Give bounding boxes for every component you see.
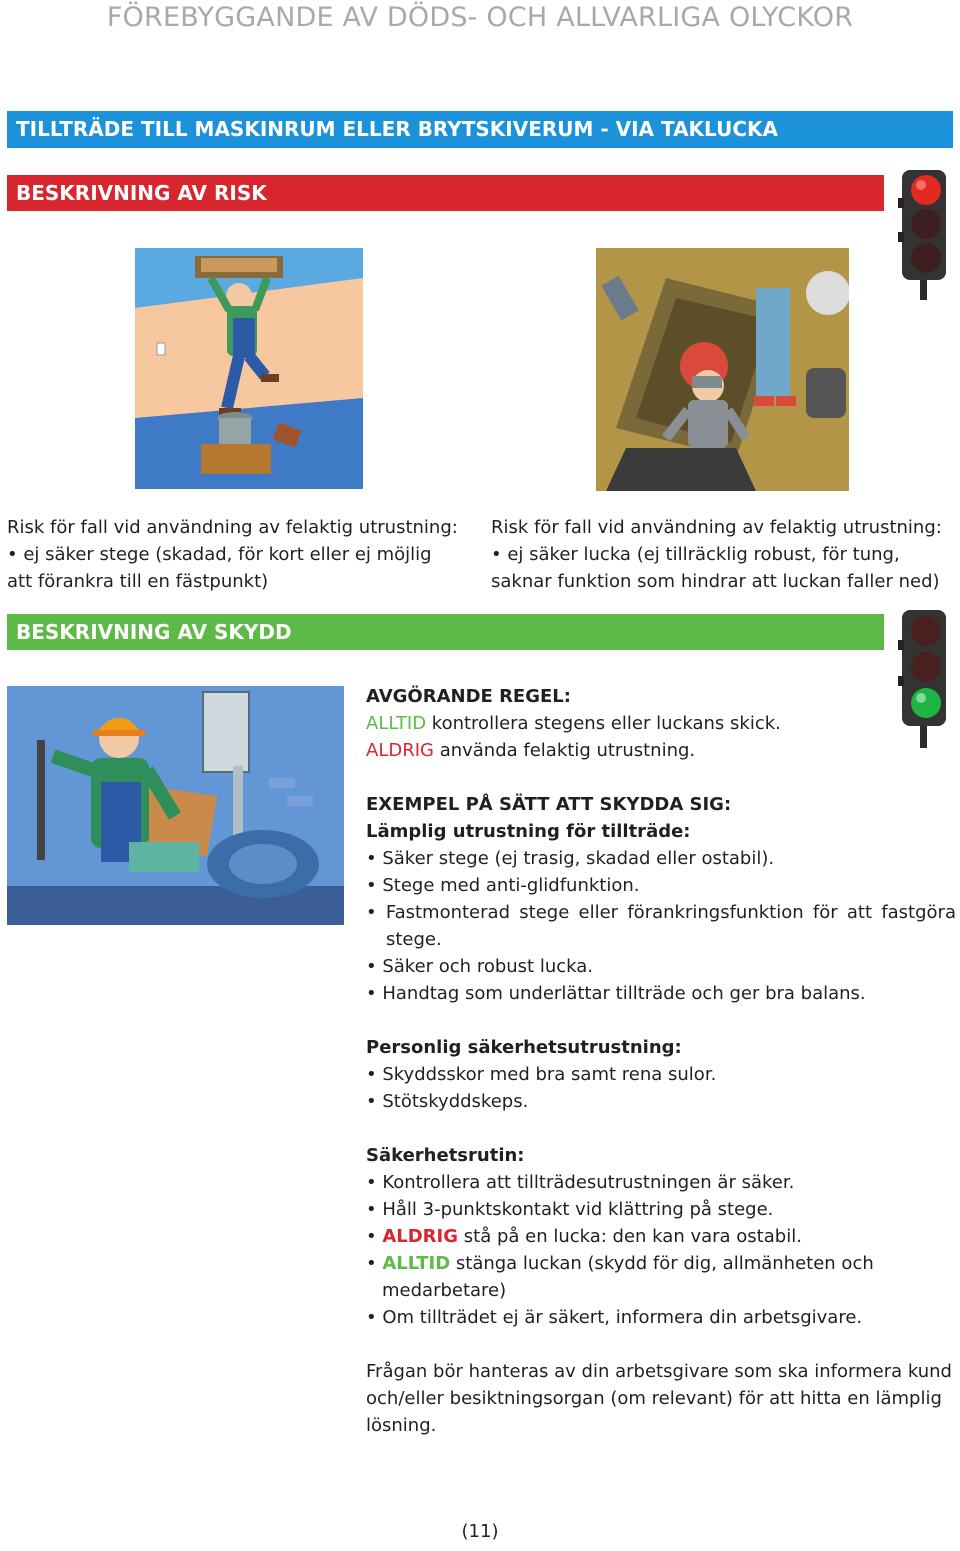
protection-text	[366, 683, 956, 1439]
equipment-item: • Stege med anti-glidfunktion.	[366, 875, 640, 896]
risk-caption-left-line1: Risk för fall vid användning av felaktig utrustning:	[7, 517, 458, 538]
rule-always	[366, 710, 956, 737]
risk-illustration-ladder	[135, 248, 363, 489]
equipment-item: • Säker stege (ej trasig, skadad eller ostabil).	[366, 848, 775, 869]
rule-always-keyword: ALLTID	[366, 713, 427, 734]
equipment-heading: Lämplig utrustning för tillträde:	[366, 821, 691, 842]
rule-never-keyword: ALDRIG	[366, 740, 434, 761]
routine-item: • Kontrollera att tillträdesutrustningen är säker.	[366, 1172, 795, 1193]
examples-heading: EXEMPEL PÅ SÄTT ATT SKYDDA SIG:	[366, 794, 732, 815]
routine-always-keyword: ALLTID	[382, 1253, 451, 1274]
equipment-item: • Säker och robust lucka.	[366, 956, 593, 977]
routine-heading: Säkerhetsrutin:	[366, 1145, 525, 1166]
rule-never-text: använda felaktig utrustning.	[433, 740, 696, 761]
routine-never-keyword: ALDRIG	[382, 1226, 459, 1247]
equipment-item: • Fastmonterad stege eller förankringsfunktion för att fastgöra stege.	[366, 902, 956, 950]
ppe-heading: Personlig säkerhetsutrustning:	[366, 1037, 682, 1058]
routine-item: • Håll 3-punktskontakt vid klättring på stege.	[366, 1199, 774, 1220]
routine-bullet: •	[366, 1226, 383, 1247]
traffic-light-red-icon	[896, 166, 952, 300]
protection-illustration	[7, 686, 344, 925]
rule-never	[366, 737, 956, 764]
routine-bullet: •	[366, 1253, 383, 1274]
routine-item-always	[366, 1250, 956, 1304]
routine-item-never	[366, 1223, 956, 1250]
risk-caption-right	[491, 514, 959, 595]
equipment-item: • Handtag som underlättar tillträde och ger bra balans.	[366, 983, 866, 1004]
routine-never-text: stå på en lucka: den kan vara ostabil.	[458, 1226, 802, 1247]
routine-item: • Om tillträdet ej är säkert, informera din arbetsgivare.	[366, 1307, 863, 1328]
rule-heading: AVGÖRANDE REGEL:	[366, 686, 571, 707]
risk-caption-left-line2: • ej säker stege (skadad, för kort eller ej möjlig	[7, 544, 432, 565]
protection-heading-bar: BESKRIVNING AV SKYDD	[7, 614, 884, 650]
risk-illustration-hatch	[596, 248, 849, 491]
rule-always-text: kontrollera stegens eller luckans skick.	[426, 713, 781, 734]
ppe-item: • Stötskyddskeps.	[366, 1091, 529, 1112]
risk-caption-left-line3: att förankra till en fästpunkt)	[7, 571, 269, 592]
risk-heading-bar: BESKRIVNING AV RISK	[7, 175, 884, 211]
ppe-item: • Skyddsskor med bra samt rena sulor.	[366, 1064, 717, 1085]
risk-caption-right-line1: Risk för fall vid användning av felaktig utrustning:	[491, 517, 942, 538]
risk-caption-right-line3: saknar funktion som hindrar att luckan faller ned)	[491, 571, 940, 592]
closing-paragraph: Frågan bör hanteras av din arbetsgivare som ska informera kund och/eller besiktningsorgan (om relevant) för att hitta en lämplig lösning.	[366, 1361, 952, 1436]
page-number: (11)	[461, 1521, 499, 1542]
risk-caption-right-line2: • ej säker lucka (ej tillräcklig robust, för tung,	[491, 544, 900, 565]
risk-caption-left	[7, 514, 477, 595]
section-title-bar: TILLTRÄDE TILL MASKINRUM ELLER BRYTSKIVERUM - VIA TAKLUCKA	[7, 111, 953, 148]
page-header: FÖREBYGGANDE AV DÖDS- OCH ALLVARLIGA OLYCKOR	[106, 2, 854, 33]
routine-always-text: stänga luckan (skydd för dig, allmänheten och medarbetare)	[382, 1253, 874, 1301]
